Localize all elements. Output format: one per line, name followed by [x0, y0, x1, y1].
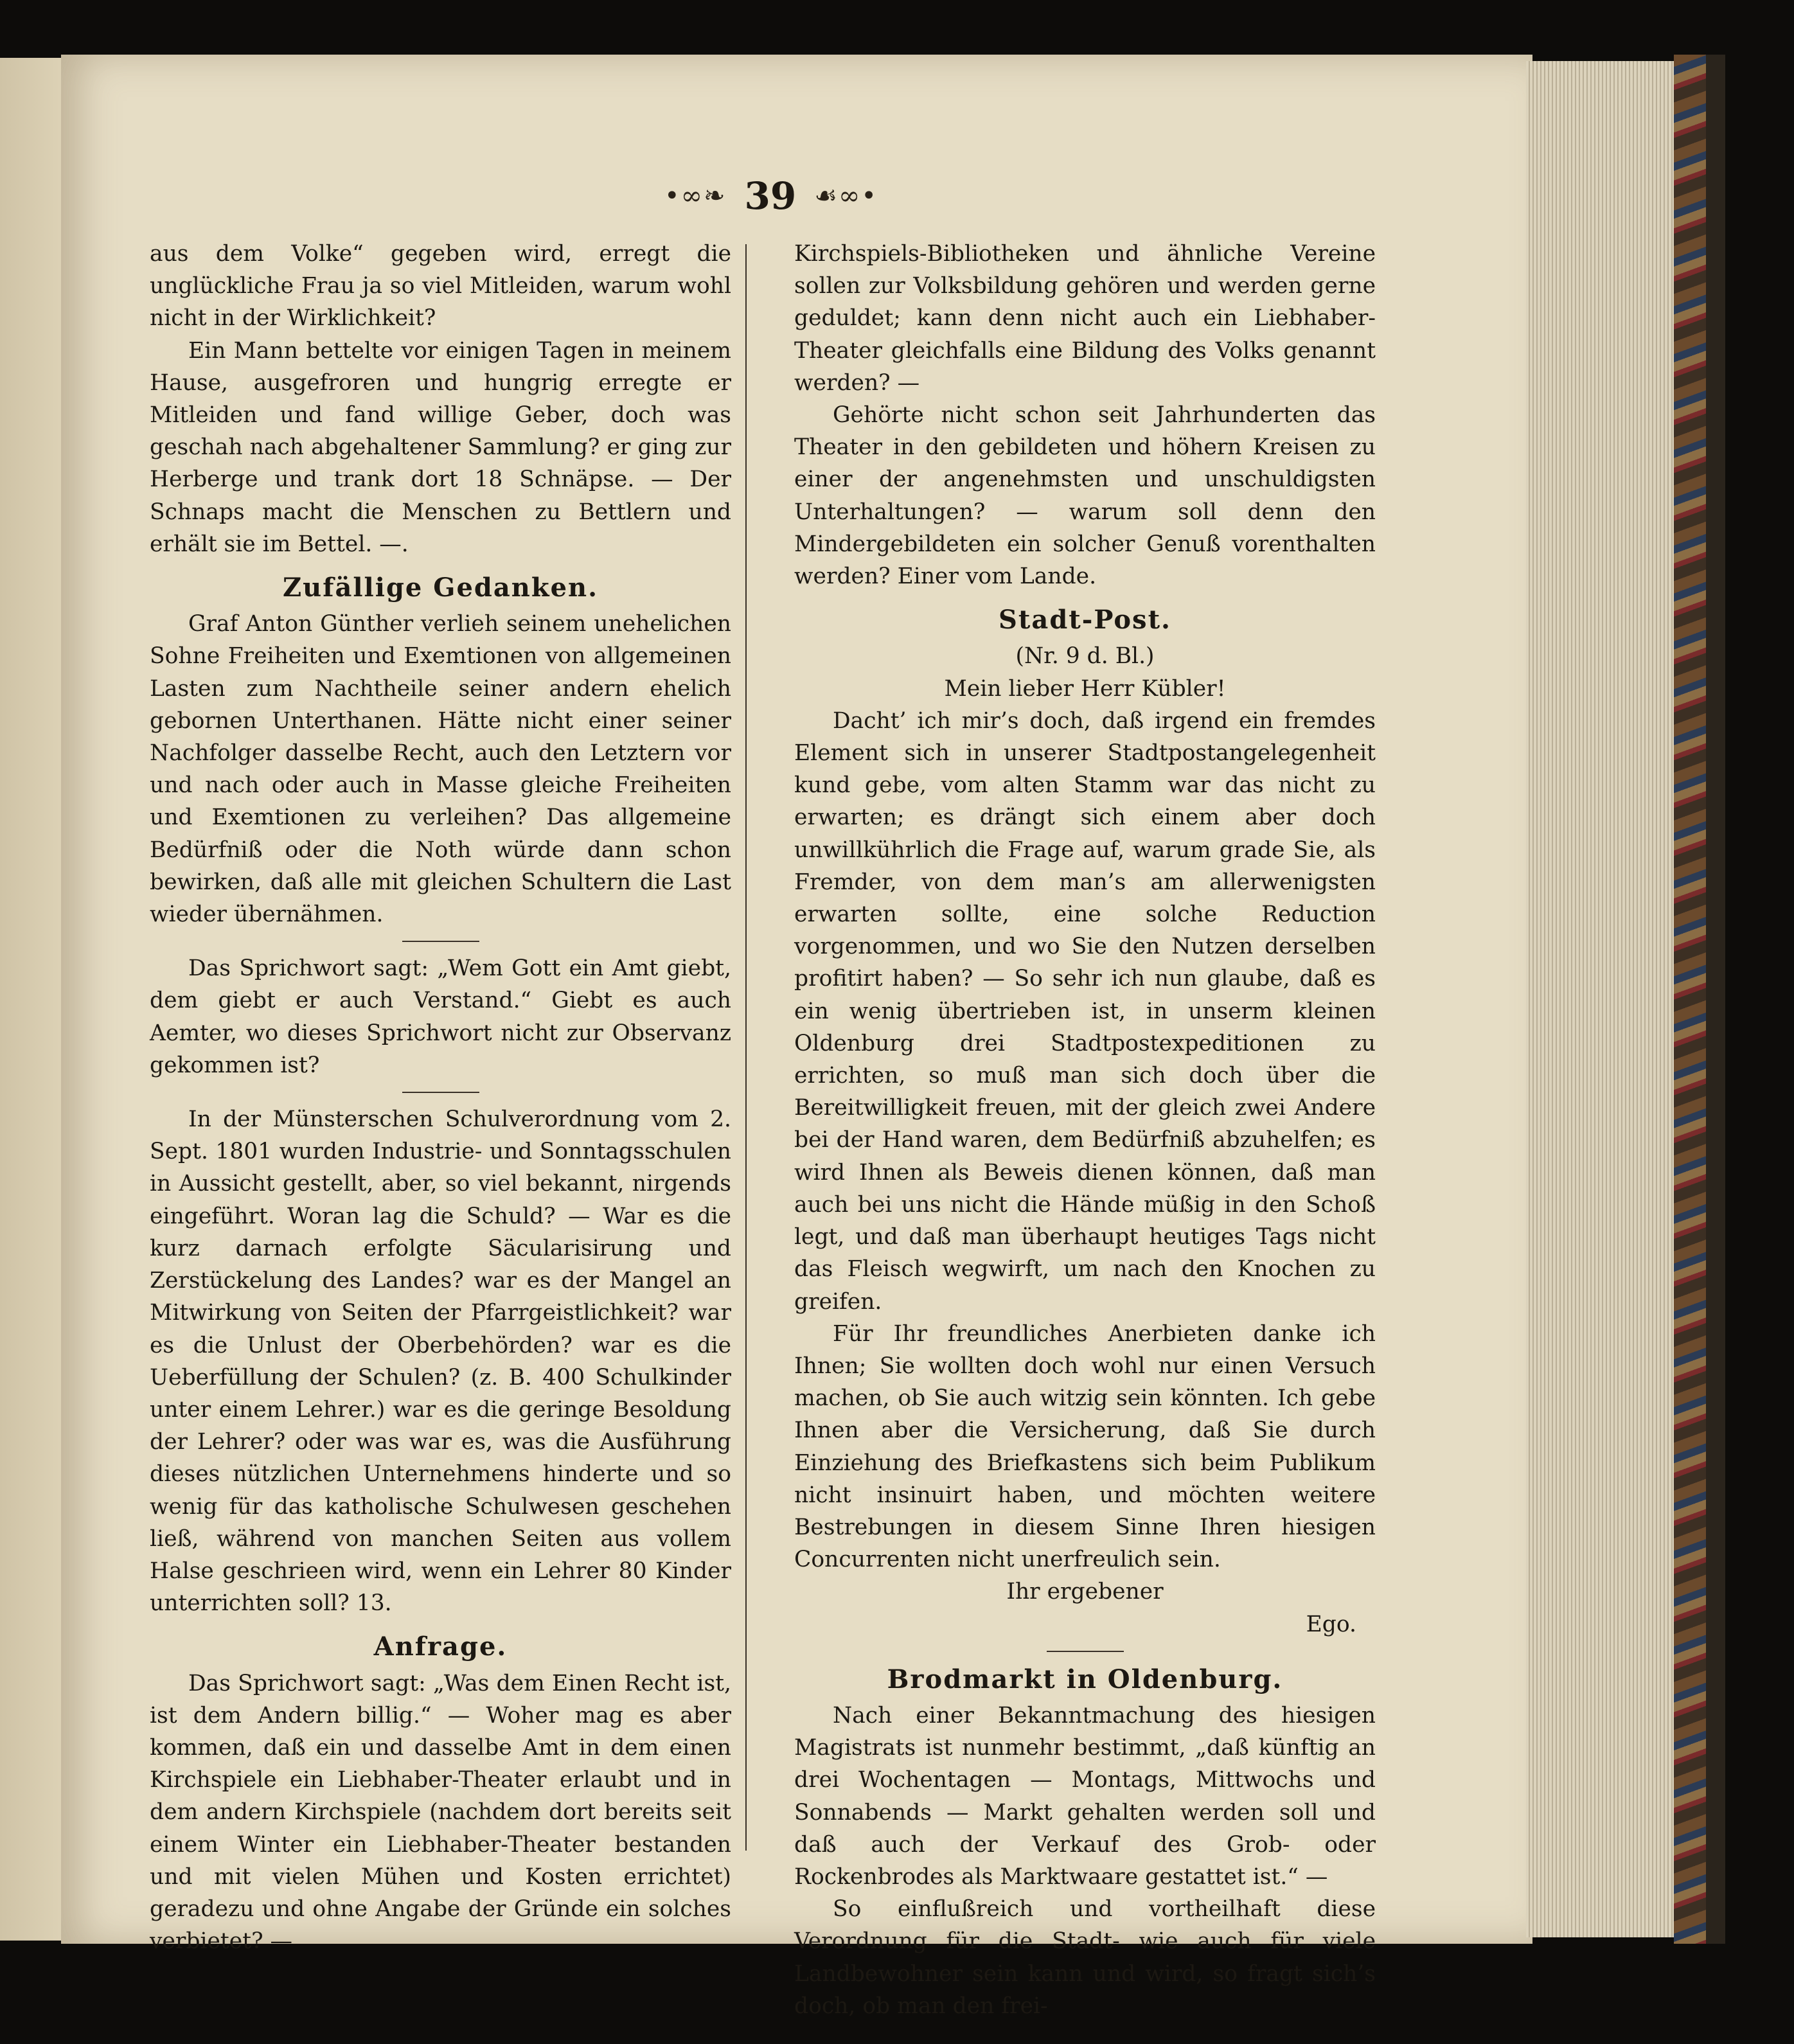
section-heading: Zufällige Gedanken.: [282, 573, 599, 603]
salutation: Mein lieber Herr Kübler!: [944, 675, 1226, 702]
cover-spine-edge: [1706, 55, 1725, 1944]
divider: [1047, 1651, 1124, 1652]
right-column: [794, 238, 1376, 2022]
section-heading: Anfrage.: [373, 1631, 508, 1662]
signature: Ego.: [1306, 1611, 1356, 1637]
subheading: (Nr. 9 d. Bl.): [1015, 643, 1155, 670]
ornament-left-icon: •∞❧: [664, 181, 727, 211]
left-column: [150, 238, 731, 1957]
page-block-edge: [1526, 61, 1674, 1937]
paragraph: So einflußreich und vortheilhaft diese Verordnung für die Stadt- wie auch für viele Landbewohner sein kann und wird, so fragt sich’s doch, ob man den frei-: [794, 1896, 1376, 2019]
ornament-right-icon: ☙∞•: [814, 181, 878, 211]
divider: [402, 1092, 479, 1093]
marbled-cover-edge: [1674, 55, 1706, 1944]
paragraph: aus dem Volke“ gegeben wird, erregt die unglückliche Frau ja so viel Mitleiden, warum wohl nicht in der Wirklichkeit?: [150, 241, 731, 332]
paragraph: Kirchspiels-Bibliotheken und ähnliche Vereine sollen zur Volksbildung gehören und werden gerne geduldet; kann denn nicht auch ein Liebhaber-Theater gleichfalls eine Bildung des Volks genannt werden? —: [794, 241, 1376, 396]
facing-page-edge: [0, 58, 64, 1941]
paragraph: Ein Mann bettelte vor einigen Tagen in meinem Hause, ausgefroren und hungrig erregte er Mitleiden und fand willige Geber, doch was geschah nach abgehaltener Sammlung? er ging zur Herberge und trank dort 18 Schnäpse. — Der Schnaps macht die Menschen zu Bettlern und erhält sie im Bettel. —.: [150, 337, 731, 557]
page-number: 39: [744, 174, 797, 218]
section-heading: Stadt-Post.: [999, 605, 1171, 635]
section-heading: Brodmarkt in Oldenburg.: [887, 1664, 1283, 1694]
paragraph: Für Ihr freundliches Anerbieten danke ich Ihnen; Sie wollten doch wohl nur einen Versuch machen, ob Sie auch witzig sein könnten. Ich gebe Ihnen aber die Versicherung, daß Sie durch Einziehung des Briefkastens sich beim Publikum nicht insinuirt haben, und möchten weitere Bestrebungen in diesem Sinne Ihren hiesigen Concurrenten nicht unerfreulich sein.: [794, 1320, 1376, 1573]
column-divider: [745, 244, 747, 1851]
paragraph: In der Münsterschen Schulverordnung vom 2. Sept. 1801 wurden Industrie- und Sonntagsschulen in Aussicht gestellt, aber, so viel bekannt, nirgends eingeführt. Woran lag die Schuld? — War es die kurz darnach erfolgte Säcularisirung und Zerstückelung des Landes? war es der Mangel an Mitwirkung von Seiten der Pfarrgeistlichkeit? war es die Unlust der Oberbehörden? war es die Ueberfüllung der Schulen? (z. B. 400 Schulkinder unter einem Lehrer.) war es die geringe Besoldung der Lehrer? oder was war es, was die Ausführung dieses nützlichen Unternehmens hinderte und so wenig für das katholische Schulwesen geschehen ließ, während von manchen Seiten aus vollem Halse geschrieen wird, wenn ein Lehrer 80 Kinder unterrichten soll? 13.: [150, 1106, 731, 1617]
page-header: [617, 173, 925, 218]
paragraph: Nach einer Bekanntmachung des hiesigen Magistrats ist nunmehr bestimmt, „daß künftig an drei Wochentagen — Montags, Mittwochs und Sonnabends — Markt gehalten werden soll und daß auch der Verkauf des Grob- oder Rockenbrodes als Marktwaare gestattet ist.“ —: [794, 1702, 1376, 1890]
paragraph: Gehörte nicht schon seit Jahrhunderten das Theater in den gebildeten und höhern Kreisen zu einer der angenehmsten und unschuldigsten Unterhaltungen? — warum soll denn den Mindergebildeten ein solcher Genuß vorenthalten werden? Einer vom Lande.: [794, 402, 1376, 590]
closing: Ihr ergebener: [1006, 1579, 1164, 1605]
paragraph: Dacht’ ich mir’s doch, daß irgend ein fremdes Element sich in unserer Stadtpostangelegenheit kund gebe, vom alten Stamm war das nicht zu erwarten; es drängt sich einem aber doch unwillkührlich die Frage auf, warum grade Sie, als Fremder, von dem man’s am allerwenigsten erwarten sollte, eine solche Reduction vorgenommen, und wo Sie den Nutzen derselben profitirt haben? — So sehr ich nun glaube, daß es ein wenig übertrieben ist, in unserm kleinen Oldenburg drei Stadtpostexpeditionen zu errichten, so muß man sich doch über die Bereitwilligkeit freuen, mit der gleich zwei Andere bei der Hand waren, dem Bedürfniß abzuhelfen; es wird Ihnen als Beweis dienen können, daß man auch bei uns nicht die Hände müßig in den Schoß legt, und daß man überhaupt heutiges Tags nicht das Fleisch wegwirft, um nach den Knochen zu greifen.: [794, 707, 1376, 1315]
paragraph: Graf Anton Günther verlieh seinem unehelichen Sohne Freiheiten und Exemtionen von allgemeinen Lasten zum Nachtheile seiner andern ehelich gebornen Unterthanen. Hätte nicht einer seiner Nachfolger dasselbe Recht, auch den Letztern vor und nach oder auch in Masse gleiche Freiheiten und Exemtionen zu verleihen? Das allgemeine Bedürfniß oder die Noth würde dann schon bewirken, daß alle mit gleichen Schultern die Last wieder übernähmen.: [150, 611, 731, 928]
paragraph: Das Sprichwort sagt: „Was dem Einen Recht ist, ist dem Andern billig.“ — Woher mag es aber kommen, daß ein und dasselbe Amt in dem einen Kirchspiele ein Liebhaber-Theater erlaubt und in dem andern Kirchspiele (nachdem dort bereits seit einem Winter ein Liebhaber-Theater bestanden und mit vielen Mühen und Kosten errichtet) geradezu und ohne Angabe der Gründe ein solches verbietet? —: [150, 1670, 731, 1955]
divider: [402, 941, 479, 942]
paragraph: Das Sprichwort sagt: „Wem Gott ein Amt giebt, dem giebt er auch Verstand.“ Giebt es auch Aemter, wo dieses Sprichwort nicht zur Observanz gekommen ist?: [150, 955, 731, 1078]
